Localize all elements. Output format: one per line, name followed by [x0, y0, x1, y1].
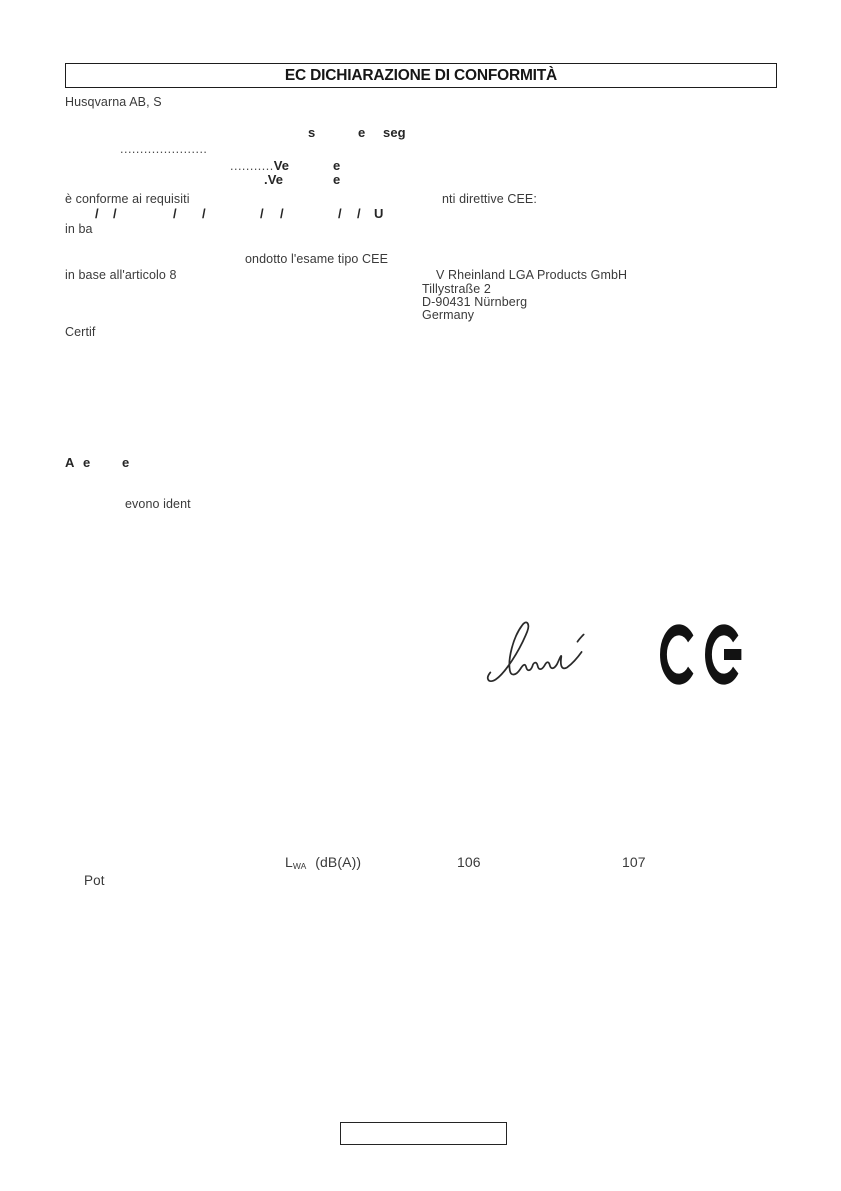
page-title: EC DICHIARAZIONE DI CONFORMITÀ: [284, 66, 558, 84]
directives-fragment: nti direttive CEE:: [442, 192, 537, 206]
title-box: [65, 63, 777, 88]
notified-body-city: D-90431 Nürnberg: [422, 295, 528, 309]
noise-value-guaranteed: 107: [622, 854, 646, 870]
ve-row-2: .Ve: [264, 172, 284, 187]
text-fragment: Ve: [273, 158, 290, 173]
directive-slash: /: [113, 206, 117, 221]
dotted-leader: ...........: [230, 159, 274, 173]
lwa-subscript: WA: [292, 861, 307, 871]
ce-mark-c: [660, 624, 698, 685]
text-fragment: seg: [383, 125, 406, 140]
certificate-fragment: Certif: [65, 325, 96, 339]
ce-mark-icon: [660, 624, 743, 685]
lwa-symbol: L: [285, 854, 293, 870]
text-fragment: Pot: [84, 873, 105, 888]
text-fragment: e: [333, 158, 341, 173]
text-fragment: evono ident: [125, 497, 191, 511]
directive-u-fragment: U: [374, 206, 384, 221]
type-exam-line: ondotto l'esame tipo CEE: [245, 252, 389, 266]
text-fragment: in ba: [65, 222, 93, 236]
noise-level-label: [285, 854, 361, 870]
conformity-statement: è conforme ai requisiti: [65, 192, 190, 206]
model-number-box: [340, 1122, 507, 1145]
directive-slash: /: [357, 206, 361, 221]
text-fragment: e: [122, 455, 130, 470]
directive-slash: /: [280, 206, 284, 221]
directive-slash: /: [260, 206, 264, 221]
directive-slash: /: [95, 206, 99, 221]
text-fragment: e: [358, 125, 366, 140]
ce-mark-e: [705, 624, 743, 685]
notified-body-country: Germany: [422, 308, 475, 322]
signature-icon: [478, 613, 596, 695]
text-fragment: e: [83, 455, 91, 470]
article-line: in base all'articolo 8: [65, 268, 177, 282]
text-fragment: e: [333, 172, 341, 187]
lwa-unit: (dB(A)): [315, 854, 362, 870]
ve-row-1: [230, 158, 289, 173]
text-fragment: s: [308, 125, 316, 140]
noise-value-measured: 106: [457, 854, 481, 870]
dotted-leader: ......................: [120, 142, 208, 156]
manufacturer-line: Husqvarna AB, S: [65, 95, 162, 109]
directive-slash: /: [173, 206, 177, 221]
notified-body-street: Tillystraße 2: [422, 282, 491, 296]
text-fragment: A: [65, 455, 75, 470]
directive-slash: /: [338, 206, 342, 221]
directive-slash: /: [202, 206, 206, 221]
notified-body-name: V Rheinland LGA Products GmbH: [436, 268, 628, 282]
